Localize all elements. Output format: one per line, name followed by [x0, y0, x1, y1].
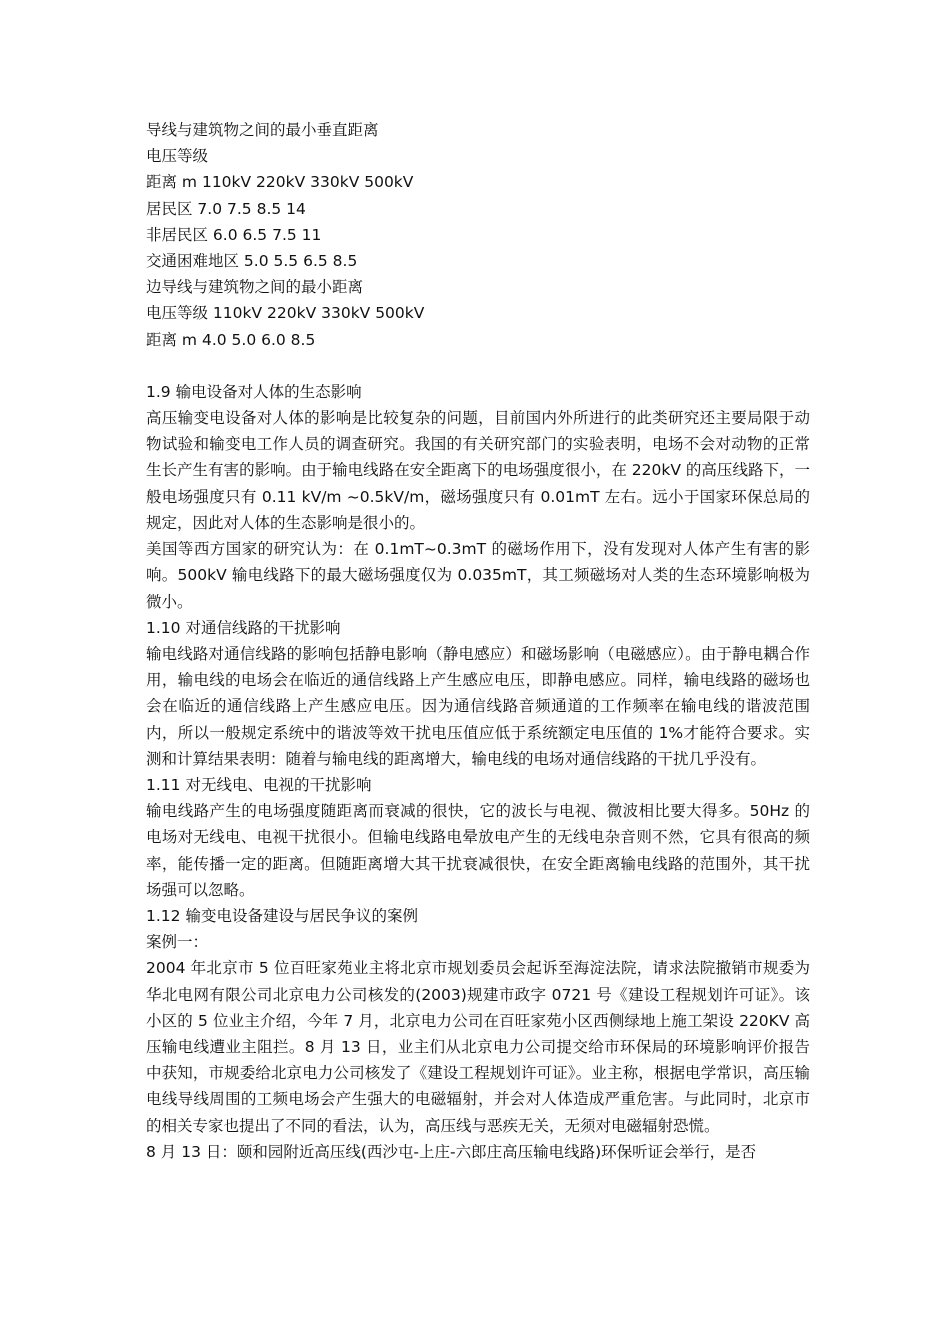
paragraph: 输电线路对通信线路的影响包括静电影响（静电感应）和磁场影响（电磁感应）。由于静电耦合作用，输电线的电场会在临近的通信线路上产生感应电压，即静电感应。同样，输电线路的磁场也会在临近的通信线路上产生感应电压。因为通信线路音频通道的工作频率在输电线的谐波范围内，所以一般规定系统中的谐波等效干扰电压值应低于系统额定电压值的 1%才能符合要求。实测和计算结果表明：随着与输电线的距离增大，输电线的电场对通信线路的干扰几乎没有。: [146, 644, 810, 768]
table-min-side-distance: [146, 274, 810, 353]
table-header-voltage: 电压等级 110kV 220kV 330kV 500kV: [146, 304, 425, 323]
section-1-10: [146, 615, 810, 772]
paragraph: 输电线路产生的电场强度随距离而衰减的很快，它的波长与电视、微波相比要大得多。50Hz 的电场对无线电、电视干扰很小。但输电线路电晕放电产生的无线电杂音则不然，它具有很高的频率，能传播一定的距离。但随距离增大其干扰衰减很快，在安全距离输电线路的范围外，其干扰场强可以忽略。: [146, 802, 810, 899]
case-label: 案例一：: [146, 933, 209, 952]
document-page: [146, 117, 810, 1165]
table-title: 导线与建筑物之间的最小垂直距离: [146, 121, 379, 139]
table-title: 边导线与建筑物之间的最小距离: [146, 278, 364, 297]
section-1-11: [146, 772, 810, 903]
table-row-residential: 居民区 7.0 7.5 8.5 14: [146, 199, 306, 218]
section-heading: 1.10 对通信线路的干扰影响: [146, 618, 341, 637]
section-heading: 1.9 输电设备对人体的生态影响: [146, 382, 362, 401]
table-header-voltage: 电压等级: [146, 147, 209, 166]
section-heading: 1.11 对无线电、电视的干扰影响: [146, 775, 372, 794]
paragraph: 美国等西方国家的研究认为：在 0.1mT~0.3mT 的磁场作用下，没有发现对人体产生有害的影响。500kV 输电线路下的最大磁场强度仅为 0.035mT，其工频磁场对人类的生态环境影响极为微小。: [146, 540, 810, 611]
paragraph: 高压输变电设备对人体的影响是比较复杂的问题，目前国内外所进行的此类研究还主要局限于动物试验和输变电工作人员的调查研究。我国的有关研究部门的实验表明，电场不会对动物的正常生长产生有害的影响。由于输电线路在安全距离下的电场强度很小，在 220kV 的高压线路下，一般电场强度只有 0.11 kV/m ~0.5kV/m，磁场强度只有 0.01mT 左右。远小于国家环保总局的规定，因此对人体的生态影响是很小的。: [146, 409, 810, 532]
table-row-distance: 距离 m 4.0 5.0 6.0 8.5: [146, 330, 316, 349]
spacer: [146, 353, 810, 379]
table-row-non-residential: 非居民区 6.0 6.5 7.5 11: [146, 225, 322, 244]
section-1-12: [146, 903, 810, 1165]
table-row-difficult-area: 交通困难地区 5.0 5.5 6.5 8.5: [146, 251, 358, 270]
table-min-vertical-distance: [146, 117, 810, 274]
paragraph: 2004 年北京市 5 位百旺家苑业主将北京市规划委员会起诉至海淀法院，请求法院撤销市规委为华北电网有限公司北京电力公司核发的(2003)规建市政字 0721 号《建设工程规划许可证》。该小区的 5 位业主介绍，今年 7 月，北京电力公司在百旺家苑小区西侧绿地上施工架设 220KV 高压输电线遭业主阻拦。8 月 13 日，业主们从北京电力公司提交给市环保局的环境影响评价报告中获知，市规委给北京电力公司核发了《建设工程规划许可证》。业主称，根据电学常识，高压输电线导线周围的工频电场会产生强大的电磁辐射，并会对人体造成严重危害。与此同时，北京市的相关专家也提出了不同的看法，认为，高压线与恶疾无关，无须对电磁辐射恐慌。: [146, 959, 810, 1135]
section-1-9: [146, 379, 810, 615]
table-header-distance: 距离 m 110kV 220kV 330kV 500kV: [146, 173, 414, 192]
paragraph: 8 月 13 日：颐和园附近高压线(西沙屯-上庄-六郎庄高压输电线路)环保听证会举行，是否: [146, 1142, 757, 1161]
section-heading: 1.12 输变电设备建设与居民争议的案例: [146, 906, 418, 925]
